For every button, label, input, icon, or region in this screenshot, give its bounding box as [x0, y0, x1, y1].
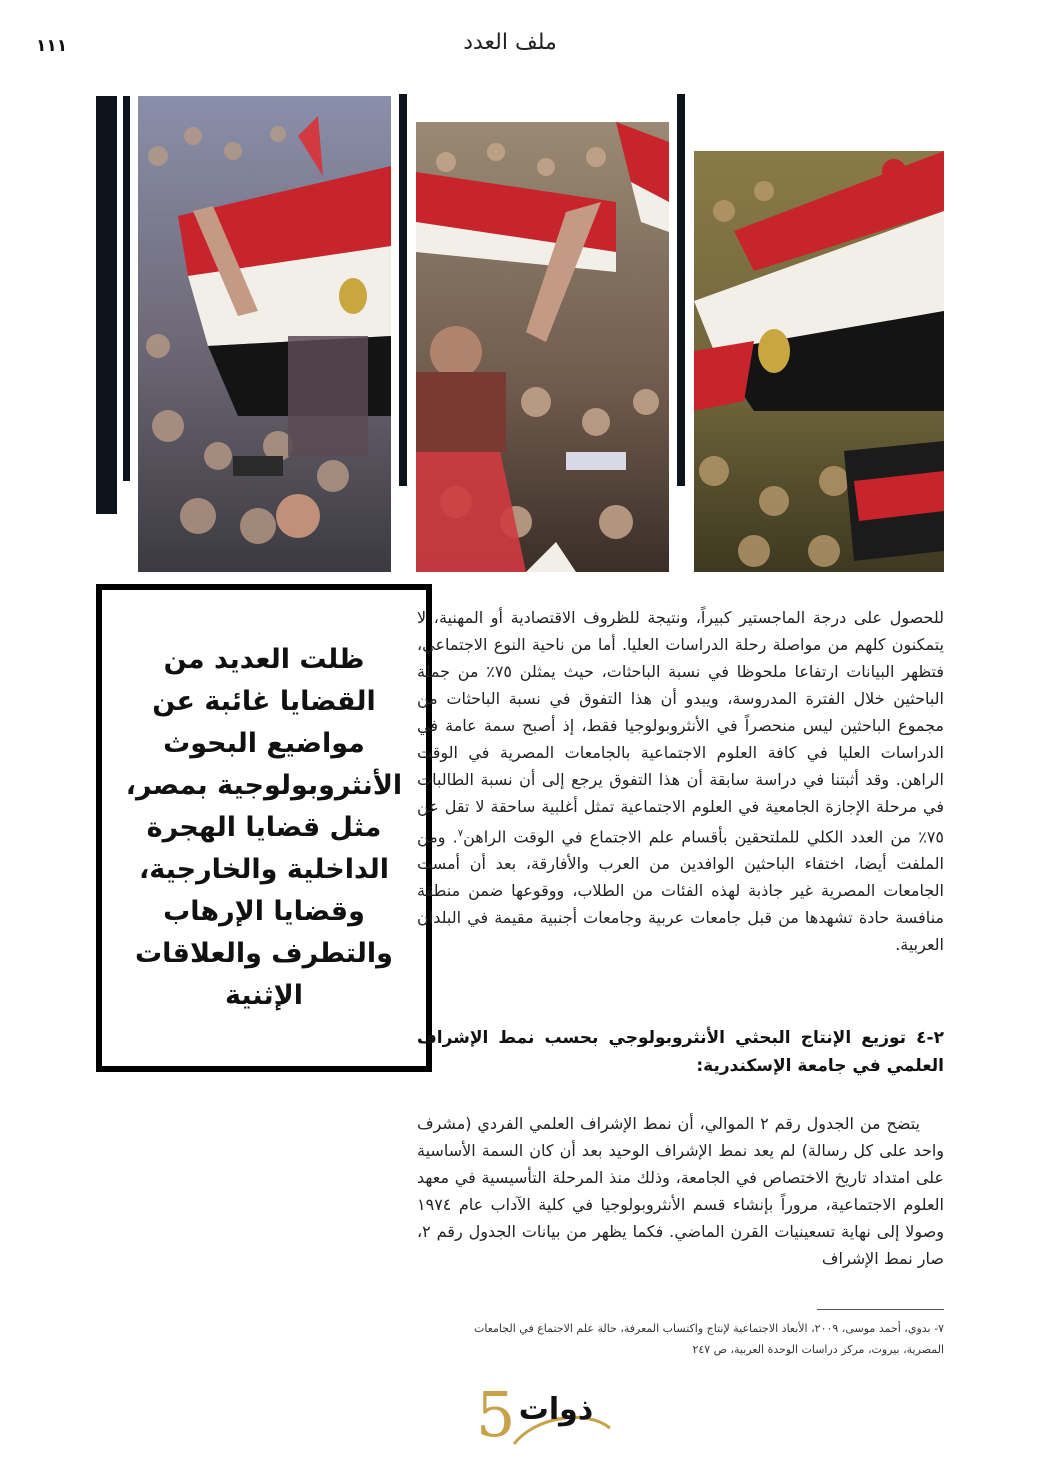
section-heading: ٢-٤ توزيع الإنتاج البحثي الأنثروبولوجي بحسب نمط الإشراف العلمي في جامعة الإسكندرية:: [417, 1028, 944, 1076]
logo-text: ذوات: [518, 1392, 594, 1427]
article-paragraph-text: . ومن الملفت أيضا، اختفاء الباحثين الوافدين من العرب والأفارقة، بعد أن أمست الجامعات المصرية غير جاذبة لهذه الفئات من الطلاب، ووقوعها ضمن منطقة منافسة حادة تشهدها من قبل جامعات عربية وجامعات أجنبية مقيمة في البلدان العربية.: [417, 827, 944, 955]
decorative-bar: [123, 96, 130, 481]
footnote: [440, 1318, 944, 1360]
decorative-bar: [677, 94, 685, 486]
protest-crowd-flag-image: [694, 151, 944, 572]
publication-logo: [474, 1378, 614, 1450]
footnote-line: المصرية، بيروت، مركز دراسات الوحدة العربية، ص ٢٤٧: [692, 1343, 944, 1356]
footnote-reference[interactable]: ٧: [457, 828, 464, 839]
article-paragraph: يتضح من الجدول رقم ٢ الموالي، أن نمط الإشراف العلمي الفردي (مشرف واحد على كل رسالة) لم يعد نمط الإشراف الوحيد بعد أن كان السمة الأساسية على امتداد تاريخ الاختصاص في الجامعة، وذلك منذ المرحلة التأسيسية في معهد العلوم الاجتماعية، مروراً بإنشاء قسم الأنثروبولوجيا في كلية الآداب عام ١٩٧٤ وصولا إلى نهاية تسعينيات القرن الماضي. فكما يظهر من بيانات الجدول رقم ٢، صار نمط الإشراف: [417, 1114, 944, 1268]
decorative-bar: [399, 94, 407, 486]
article-paragraph: [417, 604, 944, 958]
footnote-line: ٧- بدوي، أحمد موسى، ٢٠٠٩، الأبعاد الاجتماعية لإنتاج واكتساب المعرفة، حالة علم الاجتماع في الجامعات: [474, 1322, 944, 1335]
footnote-divider: [817, 1309, 944, 1310]
protest-crowd-flag-image: [416, 122, 669, 572]
article-paragraph-text: للحصول على درجة الماجستير كبيراً، ونتيجة للظروف الاقتصادية أو المهنية، لا يتمكنون كلهم من مواصلة رحلة الدراسات العليا. أما من ناحية النوع الاجتماعي، فتظهر البيانات ارتفاعا ملحوظا في نسبة الباحثات، حيث يمثلن ٧٥٪ من جملة الباحثين خلال الفترة المدروسة، ويبدو أن هذا التفوق في نسبة الباحثات من مجموع الباحثين ليس منحصراً في الأنثروبولوجيا فقط، إذ أصبح سمة عامة في الدراسات العليا في كافة العلوم الاجتماعية بالجامعات المصرية في الوقت الراهن. وقد أثبتنا في دراسة سابقة أن هذا التفوق يرجع إلى أن نسبة الطالبات في مرحلة الإجازة الجامعية في العلوم الاجتماعية تمثل أغلبية ساحقة لا تقل عن ٧٥٪ من العدد الكلي للملتحقين بأقسام علم الاجتماع في الوقت الراهن: [417, 608, 945, 847]
page-number: ١١١: [36, 36, 68, 56]
decorative-bar: [96, 96, 117, 514]
section-title: ملف العدد: [463, 30, 557, 55]
logo-number-mark: 5: [476, 1378, 516, 1450]
pull-quote-text: ظلت العديد من القضايا غائبة عن مواضيع البحوث الأنثروبولوجية بمصر، مثل قضايا الهجرة الداخلية والخارجية، وقضايا الإرهاب والتطرف والعلاقات الإثنية: [125, 644, 403, 1011]
pull-quote-box: [96, 584, 432, 1072]
protest-crowd-flag-image: [138, 96, 391, 572]
